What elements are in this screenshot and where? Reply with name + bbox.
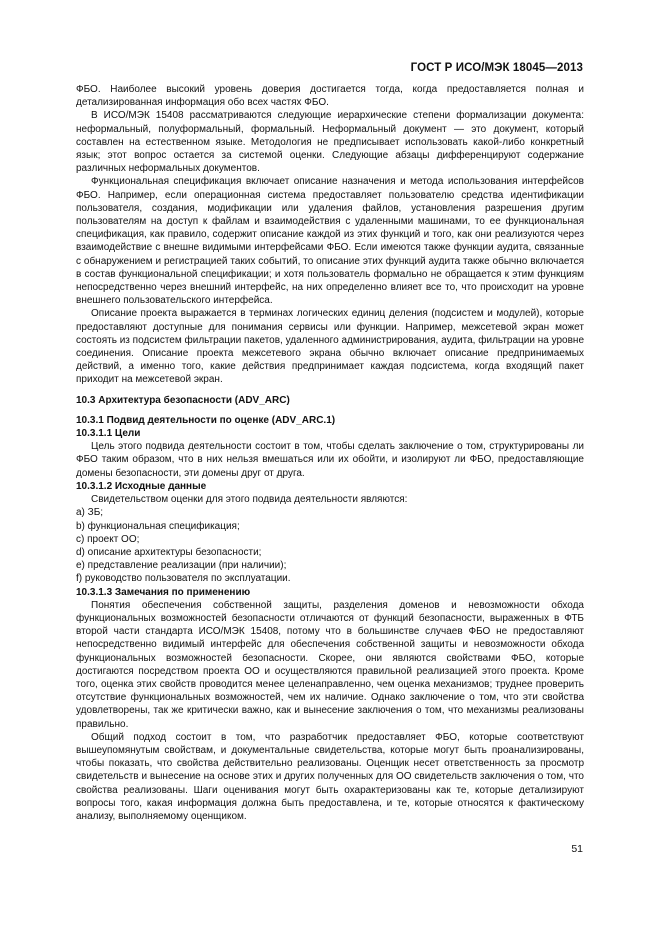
paragraph: Общий подход состоит в том, что разработчик предоставляет ФБО, которые соответствуют вышеупомянутым свойствам, и документальные свидетельства, которые могут быть проанализированы, чтобы показать, что свойства действительно реализованы. Оценщик несет ответственность за просмотр свидетельств и вынесение на основе этих и других полученных для ОО свидетельств заключения о том, что свойства реализованы. Шаги оценивания могут быть охарактеризованы как те, которые детализируют вопросы того, какая информация должна быть предоставлена, и те, которые относятся к фактическому анализу, выполняемому оценщиком. <box>76 731 584 822</box>
paragraph: ФБО. Наиболее высокий уровень доверия достигается тогда, когда предоставляется полная и детализированная информация обо всех частях ФБО. <box>76 84 584 109</box>
paragraph: Цель этого подвида деятельности состоит в том, чтобы сделать заключение о том, структурированы ли ФБО таким образом, что в них нельзя вмешаться или их обойти, и изолируют ли ФБО, предоставляющие домены безопасности, эти домены друг от друга. <box>76 441 584 479</box>
subsection-heading-10-3-1-3: 10.3.1.3 Замечания по применению <box>76 586 251 598</box>
standard-header: ГОСТ Р ИСО/МЭК 18045—2013 <box>410 62 583 74</box>
section-heading-10-3: 10.3 Архитектура безопасности (ADV_ARC) <box>76 394 290 406</box>
list-item: b) функциональная спецификация; <box>76 520 240 532</box>
paragraph: В ИСО/МЭК 15408 рассматриваются следующие иерархические степени формализации документа: неформальный, полуформальный, формальный. Неформальный документ — это документ, который составлен на естественном языке. Методология не предписывает использовать какой-либо конкретный язык; этот вопрос остается за системой оценки. Следующие абзацы дифференцируют содержание различных неформальных документов. <box>76 110 584 175</box>
paragraph: Свидетельством оценки для этого подвида деятельности являются: <box>91 494 408 506</box>
subsection-heading-10-3-1: 10.3.1 Подвид деятельности по оценке (ADV_ARC.1) <box>76 414 336 426</box>
paragraph: Функциональная спецификация включает описание назначения и метода использования интерфейсов ФБО. Например, если операционная система предоставляет пользователю средства идентификации пользователя, создания, модификации или удаления файлов, установления разрешения другим пользователям на доступ к файлам и взаимодействия с удаленными машинами, то ее функциональная спецификация, как правило, содержит описание каждой из этих функций и того, как они реализуются через взаимодействие с внешне видимыми интерфейсами ФБО. Если имеются также функции аудита, связанные с обнаружением и регистрацией таких событий, то описание этих функций аудита также обычно включается в состав функциональной спецификации; и хотя пользователь формально не обращается к этим функциям непосредственно через внешний интерфейс, на них определенно влияет все то, что происходит на уровне внешнего пользовательского интерфейса. <box>76 176 584 307</box>
subsection-heading-10-3-1-1: 10.3.1.1 Цели <box>76 428 141 440</box>
list-item: a) ЗБ; <box>76 507 104 519</box>
page-number: 51 <box>571 843 583 855</box>
list-item: d) описание архитектуры безопасности; <box>76 546 262 558</box>
subsection-heading-10-3-1-2: 10.3.1.2 Исходные данные <box>76 480 207 492</box>
page-body <box>76 83 584 823</box>
list-item: c) проект ОО; <box>76 533 140 545</box>
list-item: f) руководство пользователя по эксплуатации. <box>76 573 291 585</box>
list-item: e) представление реализации (при наличии); <box>76 560 287 572</box>
paragraph: Понятия обеспечения собственной защиты, разделения доменов и невозможности обхода функциональных возможностей безопасности отличаются от функций безопасности, выраженных в ФТБ второй части стандарта ИСО/МЭК 15408, потому что в большинстве случаев ФБО не предоставляют непосредственно видимый интерфейс для обеспечения собственной защиты и невозможности обхода функциональных возможностей безопасности. Скорее, они являются свойствами ФБО, которые достигаются посредством проекта ОО и осуществляются правильной реализацией этого проекта. Кроме того, оценка этих свойств проводится менее целенаправленно, чем оценка механизмов; труднее проверить отсутствие функциональных возможностей, чем их наличие. Однако заключение о том, что эти свойства удовлетворены, так же критически важно, как и вынесение заключения о том, что механизмы реализованы правильно. <box>76 599 584 730</box>
paragraph: Описание проекта выражается в терминах логических единиц деления (подсистем и модулей), которые предоставляют доступные для понимания сервисы или функции. Например, межсетевой экран может состоять из подсистем фильтрации пакетов, удаленного администрирования, аудита, фильтрации на уровне соединения. Описание проекта межсетевого экрана обычно включает описание предпринимаемых действий, а именно того, какие действия предпринимает каждая подсистема, когда входящий пакет приходит на межсетевой экран. <box>76 308 584 386</box>
